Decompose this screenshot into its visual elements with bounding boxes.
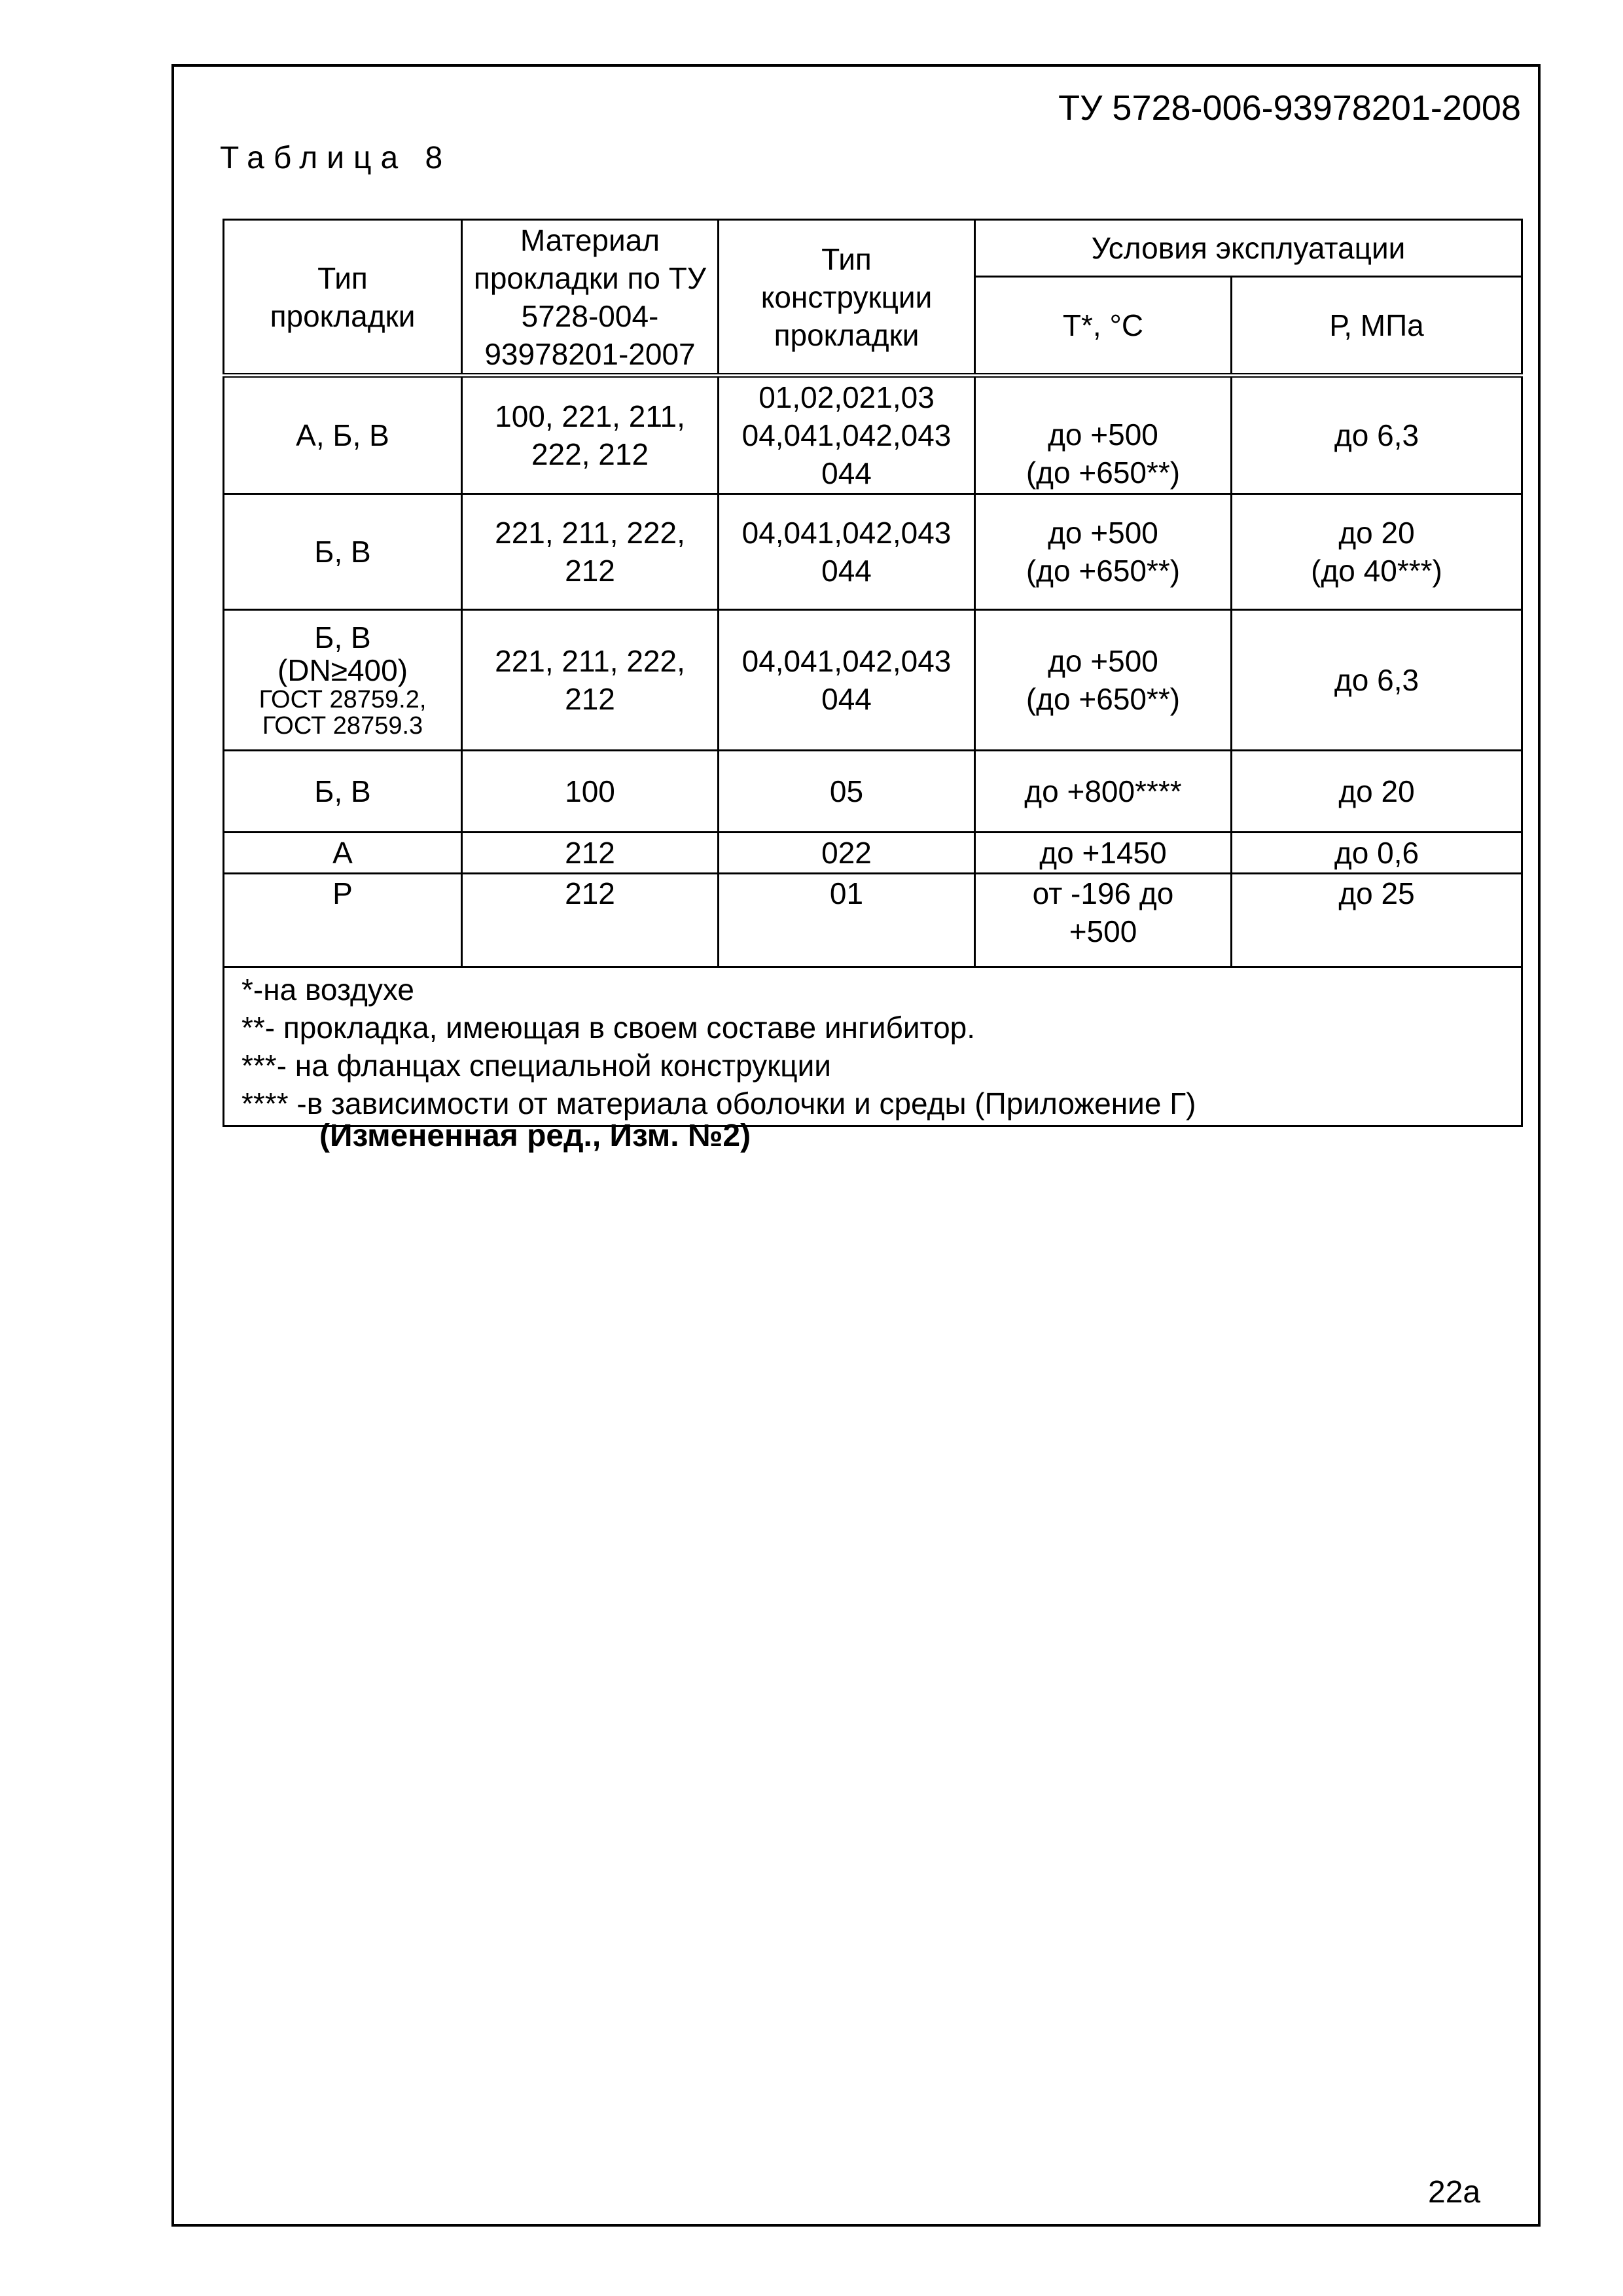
cell-text: 04,041,042,043 [741,644,952,678]
table-row [224,610,1522,751]
cell-pressure [1232,751,1522,833]
cell-text: до +500 [1048,644,1158,678]
cell-temperature [975,874,1232,967]
cell-text: Б, В [314,774,371,808]
cell-gasket-type [224,376,462,494]
note-line: *-на воздухе [241,973,414,1007]
cell-construction [719,376,975,494]
header-material-line: Материал [520,223,660,257]
cell-text: 212 [565,554,615,588]
note-line: **** -в зависимости от материала оболочки и среды (Приложение Г) [241,1086,1196,1121]
table-row [224,376,1522,494]
cell-gasket-type [224,833,462,874]
cell-material [462,376,719,494]
cell-text: 022 [821,836,872,870]
header-construction-line: Тип [821,242,872,276]
table-notes-row [224,967,1522,1126]
cell-gasket-type [224,610,462,751]
table-row [224,874,1522,967]
cell-temperature [975,494,1232,610]
header-construction-type [719,220,975,376]
cell-pressure [1232,494,1522,610]
cell-text: А [332,836,353,870]
table-caption: Таблица 8 [220,141,452,175]
cell-text: А, Б, В [296,418,389,452]
cell-material [462,874,719,967]
cell-text: 044 [821,456,872,490]
table-row [224,833,1522,874]
cell-construction [719,610,975,751]
cell-construction [719,833,975,874]
cell-text: 221, 211, 222, [495,516,685,550]
cell-text: ГОСТ 28759.2, [259,686,427,713]
cell-text: (до +650**) [1026,682,1181,716]
cell-text: Б, В [314,620,371,655]
cell-construction [719,874,975,967]
cell-text: 04,041,042,043 [741,516,952,550]
cell-gasket-type [224,751,462,833]
cell-pressure [1232,833,1522,874]
header-gasket-type: Тип прокладки [224,220,462,376]
cell-text: 212 [565,836,615,870]
cell-text: до 25 [1338,876,1415,910]
cell-construction [719,751,975,833]
cell-text: (DN≥400) [277,653,408,687]
cell-text: 100 [565,774,615,808]
table-row [224,751,1522,833]
document-code: ТУ 5728-006-93978201-2008 [1058,88,1521,128]
cell-text: до 6,3 [1334,418,1419,452]
table-row [224,494,1522,610]
header-temperature: Т*, °С [975,277,1232,376]
header-material-line: прокладки по ТУ [473,260,707,295]
header-pressure: Р, МПа [1232,277,1522,376]
cell-text: (до 40***) [1311,554,1442,588]
cell-text: 212 [565,682,615,716]
cell-text: 212 [565,876,615,910]
cell-temperature [975,376,1232,494]
cell-gasket-type [224,494,462,610]
cell-text: (до +650**) [1026,456,1181,490]
cell-pressure [1232,376,1522,494]
cell-gasket-type [224,874,462,967]
cell-text: Р [332,876,353,910]
cell-temperature [975,610,1232,751]
cell-text: 01 [829,876,864,910]
note-line: ***- на фланцах специальной конструкции [241,1049,831,1083]
header-construction-line: прокладки [774,317,919,352]
cell-text: Б, В [314,535,371,569]
cell-text: до 20 [1338,774,1415,808]
header-construction-line: конструкции [760,279,933,314]
cell-material [462,751,719,833]
cell-text: 100, 221, 211, [495,399,685,433]
cell-text: 222, 212 [531,437,649,471]
cell-text: 221, 211, 222, [495,644,685,678]
cell-text: ГОСТ 28759.3 [262,712,423,740]
cell-text: до +800**** [1024,774,1182,808]
cell-text: 044 [821,554,872,588]
cell-material [462,610,719,751]
cell-text: до +1450 [1039,836,1167,870]
cell-text: +500 [1069,914,1137,948]
header-material [462,220,719,376]
cell-text: (до +650**) [1026,554,1181,588]
header-operating-conditions: Условия эксплуатации [975,220,1522,277]
cell-text: до +500 [1048,516,1158,550]
table-notes [224,967,1522,1126]
cell-text: 05 [829,774,864,808]
note-line: **- прокладка, имеющая в своем составе ингибитор. [241,1011,976,1045]
cell-text: 044 [821,682,872,716]
cell-pressure [1232,610,1522,751]
header-material-line: 93978201-2007 [484,336,696,371]
amendment-note: (Измененная ред., Изм. №2) [319,1119,751,1153]
cell-text: от -196 до [1032,876,1174,910]
cell-temperature [975,751,1232,833]
cell-material [462,833,719,874]
cell-text: 01,02,021,03 [758,380,935,414]
cell-temperature [975,833,1232,874]
cell-text: 04,041,042,043 [741,418,952,452]
page-number: 22а [1428,2175,1481,2210]
cell-construction [719,494,975,610]
cell-text: до +500 [1048,418,1158,452]
cell-text: до 6,3 [1334,663,1419,697]
cell-text: до 20 [1338,516,1415,550]
cell-pressure [1232,874,1522,967]
cell-text: до 0,6 [1334,836,1419,870]
header-material-line: 5728-004- [521,298,659,333]
cell-material [462,494,719,610]
gasket-spec-table [223,219,1523,1127]
